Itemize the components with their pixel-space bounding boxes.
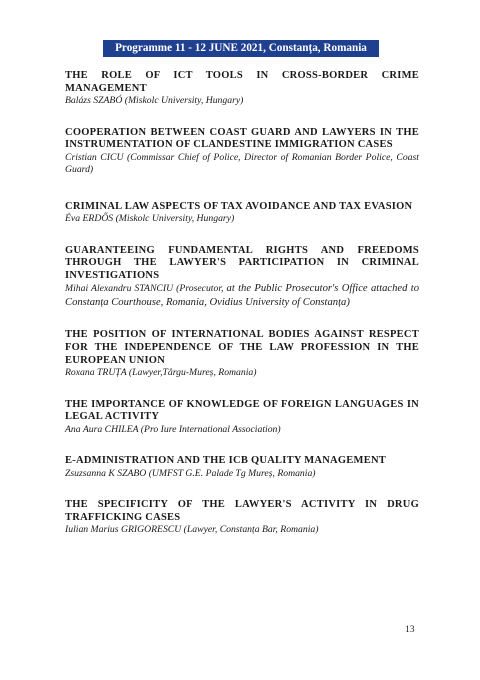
programme-entry (65, 329, 419, 379)
talk-title: THE IMPORTANCE OF KNOWLEDGE OF FOREIGN LANGUAGES IN LEGAL ACTIVITY (65, 398, 419, 423)
programme-entry (65, 201, 419, 226)
talk-author-affiliation: at the Public Prosecutor's Office attached to Constanța Courthouse, Romania, Ovidius University of Constanța) (65, 283, 419, 309)
programme-entry (65, 499, 419, 537)
programme-entry (65, 127, 419, 177)
talk-title: COOPERATION BETWEEN COAST GUARD AND LAWYERS IN THE INSTRUMENTATION OF CLANDESTINE IMMIGRATION CASES (65, 126, 419, 151)
talk-author: Éva ERDŐS (Miskolc University, Hungary) (65, 213, 235, 225)
programme-entry (65, 455, 419, 480)
talk-title: THE POSITION OF INTERNATIONAL BODIES AGAINST RESPECT FOR THE INDEPENDENCE OF THE LAW PROFESSION IN THE EUROPEAN UNION (65, 329, 419, 366)
programme-list (65, 70, 419, 556)
talk-title: GUARANTEEING FUNDAMENTAL RIGHTS AND FREEDOMS THROUGH THE LAWYER'S PARTICIPATION IN CRIMINAL INVESTIGATIONS (65, 244, 419, 281)
talk-author (65, 282, 419, 310)
talk-title: E-ADMINISTRATION AND THE ICB QUALITY MANAGEMENT (65, 455, 387, 467)
page-number: 13 (405, 625, 415, 635)
programme-entry (65, 245, 419, 311)
programme-entry (65, 70, 419, 108)
talk-title: CRIMINAL LAW ASPECTS OF TAX AVOIDANCE AND TAX EVASION (65, 200, 413, 212)
talk-author: Cristian CICU (Commissar Chief of Police, Director of Romanian Border Police, Coast Guard) (65, 151, 419, 176)
talk-author: Balázs SZABÓ (Miskolc University, Hungary) (65, 95, 244, 107)
talk-author: Ana Aura CHILEA (Pro Iure International Association) (65, 423, 281, 435)
talk-title: THE ROLE OF ICT TOOLS IN CROSS-BORDER CRIME MANAGEMENT (65, 70, 419, 94)
programme-entry (65, 399, 419, 437)
talk-author: Iulian Marius GRIGORESCU (Lawyer, Constanța Bar, Romania) (65, 524, 319, 536)
programme-banner: Programme 11 - 12 JUNE 2021, Constanța, Romania (103, 40, 379, 57)
talk-title: THE SPECIFICITY OF THE LAWYER'S ACTIVITY IN DRUG TRAFFICKING CASES (65, 499, 419, 523)
talk-author: Zsuzsanna K SZABO (UMFST G.E. Palade Tg Mureș, Romania) (65, 467, 316, 479)
talk-author: Roxana TRUȚA (Lawyer,Târgu-Mureș, Romania) (65, 367, 257, 379)
talk-author-name: Mihai Alexandru STANCIU (Prosecutor, (65, 283, 227, 295)
